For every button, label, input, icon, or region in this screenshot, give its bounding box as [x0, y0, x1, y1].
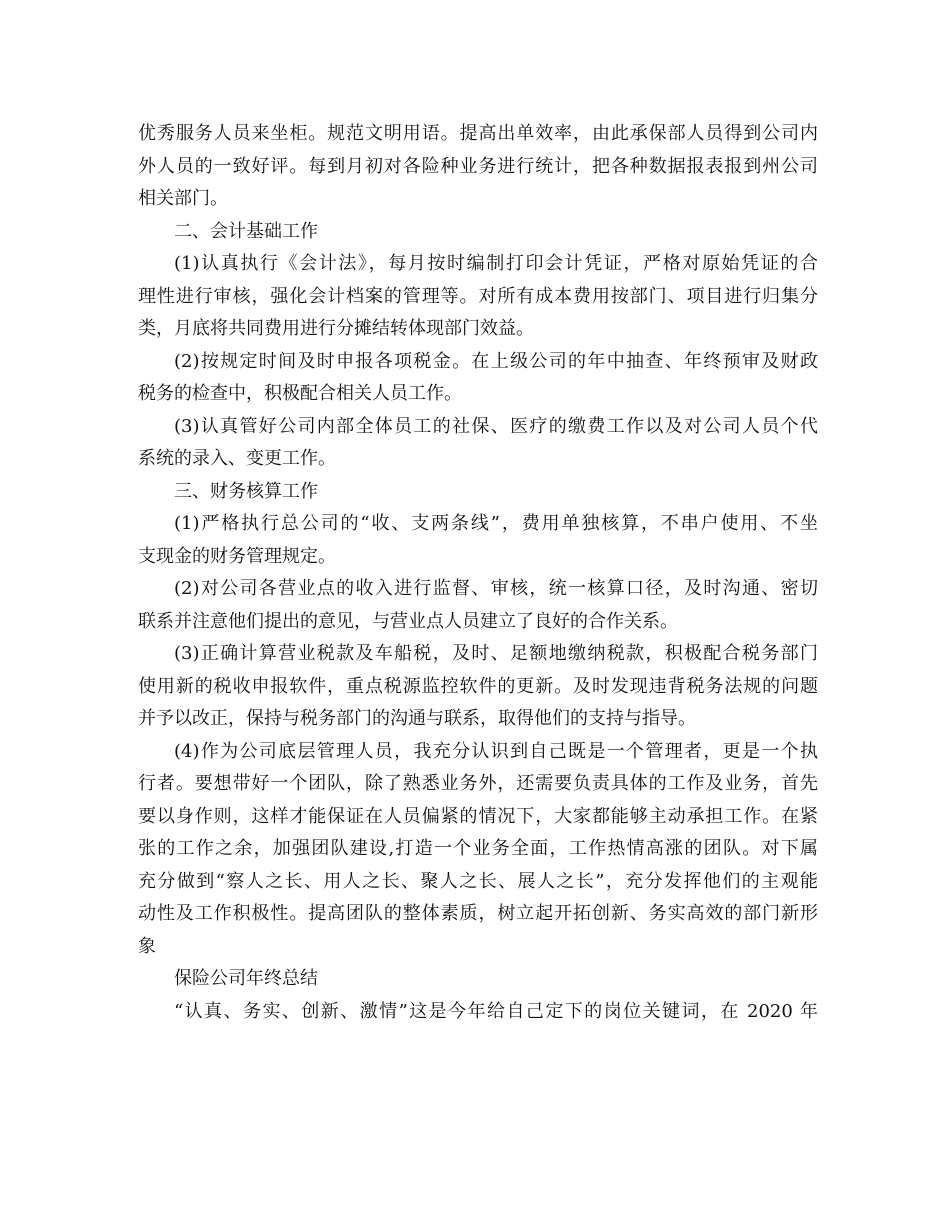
text-line: 使用新的税收申报软件，重点税源监控软件的更新。及时发现违背税务法规的问题	[138, 675, 818, 697]
text-line: 三、财务核算工作	[174, 480, 318, 502]
text-line: (4)作为公司底层管理人员，我充分认识到自己既是一个管理者，更是一个执	[174, 740, 818, 762]
text-line: 动性及工作积极性。提高团队的整体素质，树立起开拓创新、务实高效的部门新形	[138, 903, 818, 924]
text-line: 系统的录入、变更工作。	[138, 448, 336, 469]
text-line: 理性进行审核，强化会计档案的管理等。对所有成本费用按部门、项目进行归集分	[138, 285, 818, 307]
text-line: 充分做到“察人之长、用人之长、聚人之长、展人之长”，充分发挥他们的主观能	[138, 870, 818, 892]
text-line: 象	[138, 935, 156, 957]
text-line: 并予以改正，保持与税务部门的沟通与联系，取得他们的支持与指导。	[138, 708, 696, 729]
document-page	[138, 118, 818, 1028]
text-line: (2)对公司各营业点的收入进行监督、审核，统一核算口径，及时沟通、密切	[174, 578, 818, 599]
text-line: 外人员的一致好评。每到月初对各险种业务进行统计，把各种数据报表报到州公司	[138, 155, 818, 177]
text-line: 类，月底将共同费用进行分摊结转体现部门效益。	[138, 318, 534, 339]
text-line: 行者。要想带好一个团队，除了熟悉业务外，还需要负责具体的工作及业务，首先	[138, 773, 818, 794]
text-line: (2)按规定时间及时申报各项税金。在上级公司的年中抽查、年终预审及财政	[174, 350, 818, 372]
text-line: 联系并注意他们提出的意见，与营业点人员建立了良好的合作关系。	[138, 610, 678, 632]
text-line: (1)认真执行《会计法》，每月按时编制打印会计凭证，严格对原始凭证的合	[174, 253, 818, 274]
text-line: 支现金的财务管理规定。	[138, 545, 336, 567]
text-line: 要以身作则，这样才能保证在人员偏紧的情况下，大家都能够主动承担工作。在紧	[138, 805, 818, 827]
text-line: 相关部门。	[138, 188, 228, 209]
text-line: (3)正确计算营业税款及车船税，及时、足额地缴纳税款，积极配合税务部门	[174, 643, 818, 664]
text-line: (3)认真管好公司内部全体员工的社保、医疗的缴费工作以及对公司人员个代	[174, 415, 818, 437]
document-body	[138, 118, 818, 1028]
text-line: (1)严格执行总公司的“收、支两条线”，费用单独核算，不串户使用、不坐	[174, 513, 818, 534]
text-line: “认真、务实、创新、激情”这是今年给自己定下的岗位关键词，在 2020 年	[174, 1000, 818, 1022]
text-line: 保险公司年终总结	[174, 968, 318, 989]
text-line: 张的工作之余，加强团队建设,打造一个业务全面，工作热情高涨的团队。对下属	[138, 838, 818, 859]
text-line: 税务的检查中，积极配合相关人员工作。	[138, 383, 462, 404]
text-line: 二、会计基础工作	[174, 220, 318, 242]
text-line: 优秀服务人员来坐柜。规范文明用语。提高出单效率，由此承保部人员得到公司内	[138, 123, 818, 144]
